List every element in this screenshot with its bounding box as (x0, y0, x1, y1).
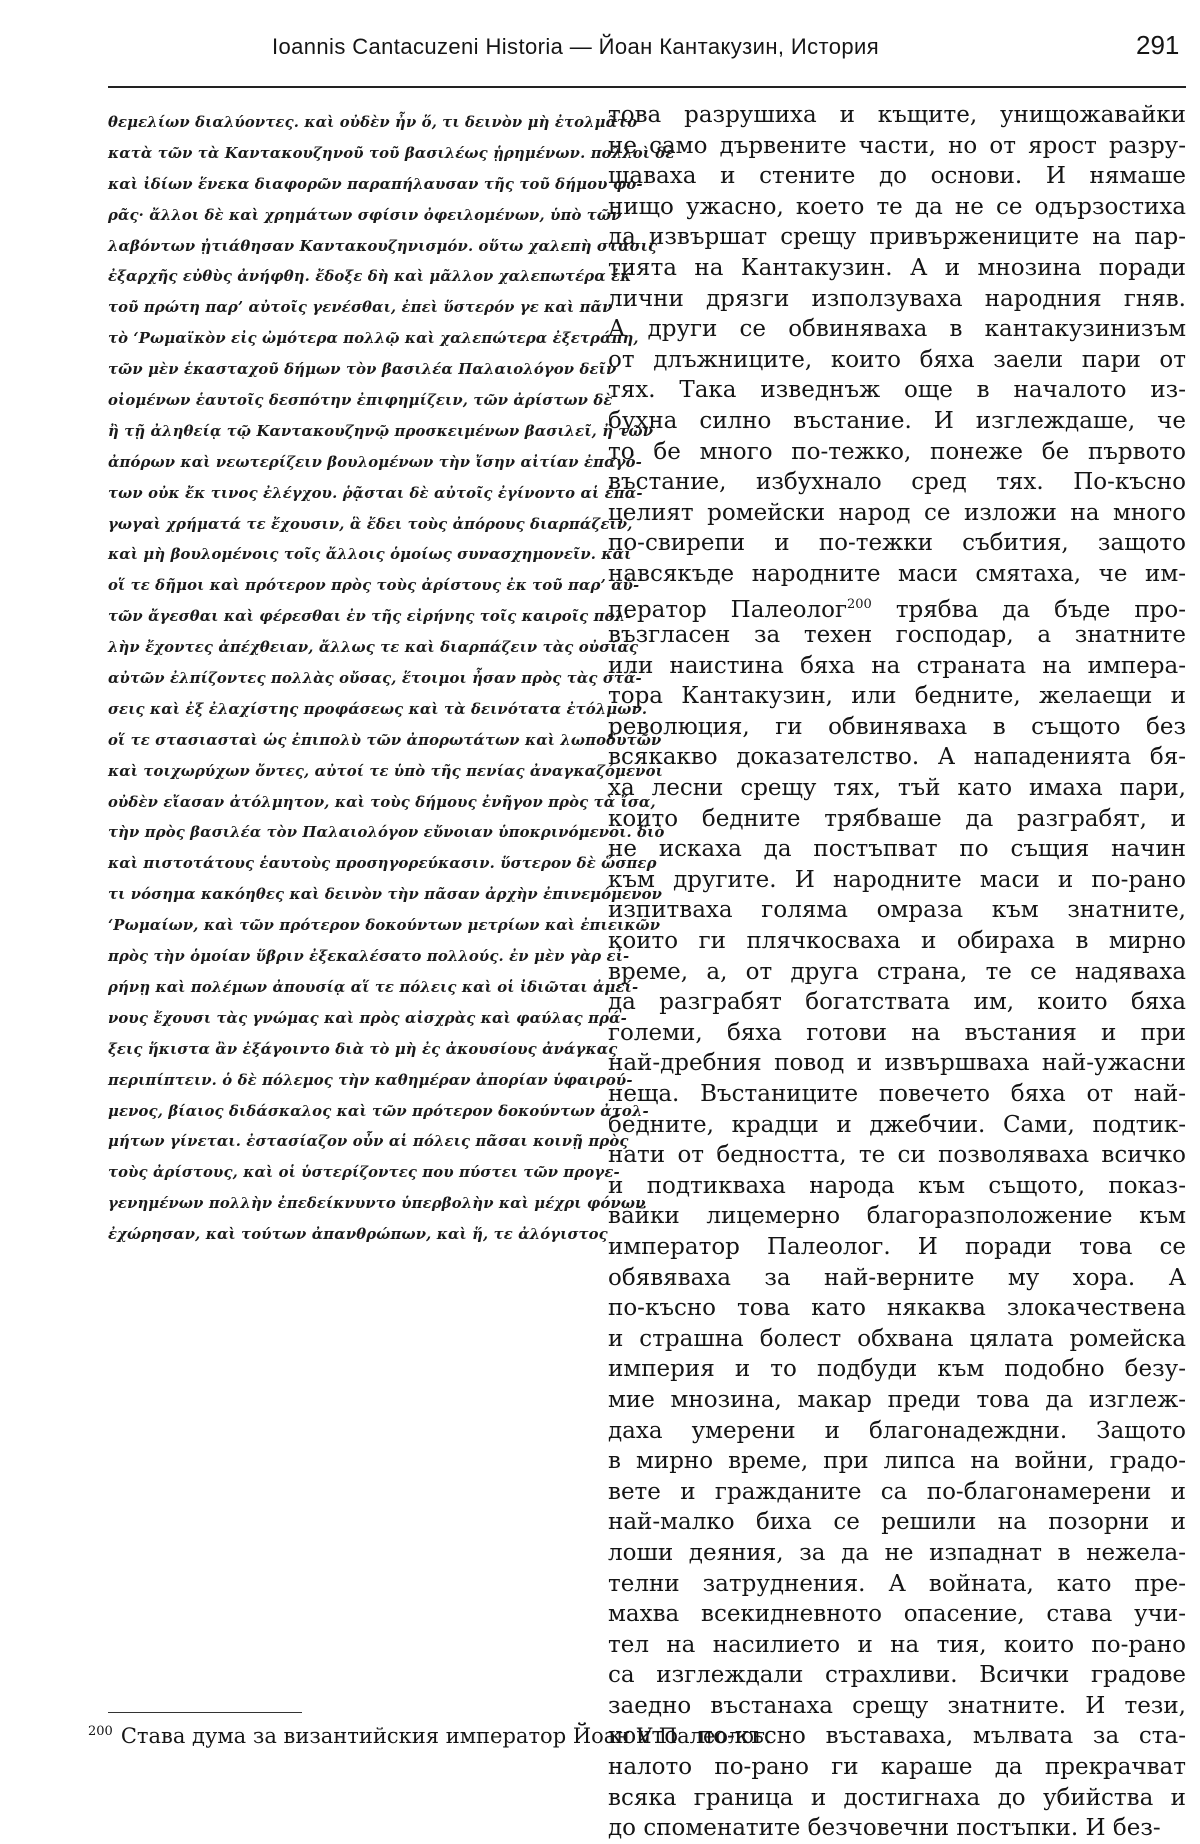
greek-line: αὐτῶν ἐλπίζοντες πολλὰς οὔσας, ἕτοιμοι ἦσαν πρὸς τὰς στά- (108, 670, 642, 688)
greek-line: ἢ τῇ ἀληθείᾳ τῷ Καντακουζηνῷ προσκειμένων βασιλεῖ, ἢ τῶν (108, 422, 654, 440)
bulgarian-line: са изглеждали страхливи. Всички градове (608, 1662, 1186, 1689)
greek-line: τοῦ πρώτη παρ’ αὐτοῖς γενέσθαι, ἐπεὶ ὕστερόν γε καὶ πᾶν (108, 299, 613, 317)
bulgarian-line: нати от бедността, те си позволяваха всичко (608, 1142, 1186, 1169)
bulgarian-line: време, а, от друга страна, те се надяваха (608, 958, 1186, 985)
greek-line: καὶ πιστοτάτους ἑαυτοὺς προσηγορεύκασιν. ὕστερον δὲ ὥσπερ (108, 855, 657, 873)
bulgarian-line: неща. Въстаниците повечето бяха от най- (608, 1081, 1186, 1107)
greek-line: τῶν μὲν ἑκασταχοῦ δήμων τὸν βασιλέα Παλαιολόγον δεῖν (108, 361, 617, 379)
bulgarian-line: да извършат срещу привържениците на пар- (608, 224, 1186, 251)
bulgarian-text-column (608, 100, 1186, 1844)
bulgarian-line: телни затруднения. А войната, като пре- (608, 1570, 1186, 1597)
bulgarian-line: ха лесни срещу тях, тъй като имаха пари, (608, 775, 1186, 802)
bulgarian-line: лоши деяния, за да не изпаднат в нежела- (608, 1539, 1186, 1566)
greek-line: τῶν ἄγεσθαι καὶ φέρεσθαι ἐν τῆς εἰρήνης τοῖς καιροῖς πολ- (108, 608, 632, 626)
greek-line: καὶ ἰδίων ἕνεκα διαφορῶν παραπήλαυσαν τῆς τοῦ δήμου φο- (108, 175, 643, 193)
bulgarian-line: то бе много по-тежко, понеже бе първото (608, 438, 1186, 465)
bulgarian-line: в мирно време, при липса на войни, градо- (608, 1448, 1186, 1475)
bulgarian-line: обявяваха за най-верните му хора. А (608, 1264, 1186, 1291)
bulgarian-line: това разрушиха и къщите, унищожавайки (608, 102, 1186, 128)
bulgarian-line: шаваха и стените до основи. И нямаше (608, 163, 1186, 190)
bulgarian-line: или наистина бяха на страната на импера- (608, 652, 1186, 679)
greek-line: οὐδὲν εἴασαν ἀτόλμητον, καὶ τοὺς δήμους ἐνῆγον πρὸς τὰ ἴσα, (108, 793, 656, 811)
footnote-reference: 200 (847, 596, 872, 612)
bulgarian-line: бухна силно въстание. И изглеждаше, че (608, 407, 1186, 434)
bulgarian-line: махва всекидневното опасение, става учи- (608, 1601, 1186, 1628)
footnote-text: Става дума за византийския император Йоан V Палеолог. (120, 1724, 772, 1748)
footnote-number: 200 (88, 1724, 113, 1739)
greek-line: των οὐκ ἔκ τινος ἐλέγχου. ῥᾷσται δὲ αὐτοῖς ἐγίνοντο αἱ ἐπα- (108, 484, 643, 502)
bulgarian-line-text: ператор Палеолог (608, 596, 847, 623)
greek-line: καὶ μὴ βουλομένοις τοῖς ἄλλοις ὁμοίως συνασχημονεῖν. καὶ (108, 546, 632, 564)
bulgarian-line: които по-късно въставаха, мълвата за ста- (608, 1723, 1186, 1750)
greek-line: τὴν πρὸς βασιλέα τὸν Παλαιολόγον εὔνοιαν ὑποκρινόμενοι. διὸ (108, 824, 665, 842)
bulgarian-line: бедните, крадци и джебчии. Сами, подтик- (608, 1111, 1186, 1138)
bulgarian-line: тията на Кантакузин. А и мнозина поради (608, 254, 1186, 281)
bulgarian-line: по-късно това като някаква злокачествена (608, 1295, 1186, 1322)
bulgarian-line: не само дървените части, но от ярост разру- (608, 132, 1186, 159)
greek-line: κατὰ τῶν τὰ Καντακουζηνοῦ τοῦ βασιλέως ᾑρημένων. πολλοὶ δὲ (108, 144, 675, 162)
bulgarian-line: които ги плячкосваха и обираха в мирно (608, 928, 1186, 955)
bulgarian-line: мие мнозина, макар преди това да изглеж- (608, 1386, 1186, 1413)
bulgarian-line: които бедните трябваше да разграбят, и (608, 805, 1186, 832)
bulgarian-line: тора Кантакузин, или бедните, желаещи и (608, 683, 1186, 710)
bulgarian-line: всякакво доказателство. А нападенията бя- (608, 744, 1186, 771)
greek-line: ἐξαρχῆς εὐθὺς ἀνήφθη. ἔδοξε δὴ καὶ μᾶλλον χαλεπωτέρα ἐκ (108, 268, 632, 286)
greek-line: λὴν ἔχοντες ἀπέχθειαν, ἄλλως τε καὶ διαρπάζειν τὰς οὐσίας (108, 639, 639, 657)
bulgarian-line: даха умерени и благонадеждни. Защото (608, 1417, 1186, 1444)
bulgarian-line: нищо ужасно, което те да не се одързостиха (608, 193, 1186, 220)
greek-line: τοὺς ἀρίστους, καὶ οἱ ὑστερίζοντες που πύστει τῶν προγε- (108, 1164, 620, 1182)
greek-line: μήτων γίνεται. ἐστασίαζον οὖν αἱ πόλεις πᾶσαι κοινῇ πρὸς (108, 1133, 629, 1151)
greek-line: οἰομένων ἑαυτοῖς δεσπότην ἐπιφημίζειν, τῶν ἀρίστων δὲ (108, 392, 613, 410)
greek-line: τὸ ‘Ρωμαϊκὸν εἰς ὠμότερα πολλῷ καὶ χαλεπώτερα ἐξετράπη, (108, 330, 639, 348)
bulgarian-line: по-свирепи и по-тежки събития, защото (608, 530, 1186, 557)
bulgarian-line: да разграбят богатствата им, които бяха (608, 989, 1186, 1016)
greek-line: νους ἔχουσι τὰς γνώμας καὶ πρὸς αἰσχρὰς καὶ φαύλας πρά- (108, 1009, 627, 1027)
bulgarian-line: най-дребния повод и извършваха най-ужасни (608, 1050, 1186, 1077)
greek-line: ρήνῃ καὶ πολέμων ἀπουσίᾳ αἵ τε πόλεις καὶ οἱ ἰδιῶται ἀμεί- (108, 978, 639, 996)
greek-text-column (108, 108, 675, 1251)
greek-line: ρᾶς· ἄλλοι δὲ καὶ χρημάτων σφίσιν ὀφειλομένων, ὑπὸ τῶν (108, 206, 622, 224)
greek-line: σεις καὶ ἐξ ἐλαχίστης προφάσεως καὶ τὰ δεινότατα ἐτόλμων. (108, 700, 648, 718)
greek-line: μενος, βίαιος διδάσκαλος καὶ τῶν πρότερον δοκούντων ἀτολ- (108, 1102, 649, 1120)
greek-line: τι νόσημα κακόηθες καὶ δεινὸν τὴν πᾶσαν ἀρχὴν ἐπινεμόμενον (108, 886, 663, 904)
bulgarian-line: големи, бяха готови на въстания и при (608, 1019, 1186, 1046)
bulgarian-line: А други се обвиняваха в кантакузинизъм (608, 316, 1186, 343)
greek-line: οἵ τε στασιασταὶ ὡς ἐπιπολὺ τῶν ἀπορωτάτων καὶ λωποδυτῶν (108, 731, 662, 749)
greek-line: γωγαὶ χρήματά τε ἔχουσιν, ἃ ἔδει τοὺς ἀπόρους διαρπάζειν, (108, 515, 633, 533)
bulgarian-line: всяка граница и достигнаха до убийства и (608, 1784, 1186, 1811)
bulgarian-line: целият ромейски народ се изложи на много (608, 499, 1186, 526)
greek-line: ἐχώρησαν, καὶ τούτων ἀπανθρώπων, καὶ ἥ, τε ἀλόγιστος (108, 1226, 608, 1244)
greek-line: περιπίπτειν. ὁ δὲ πόλεμος τὴν καθημέραν ἀπορίαν ὑφαιρού- (108, 1071, 633, 1089)
bulgarian-line: и подтикваха народа към същото, показ- (608, 1172, 1186, 1199)
bulgarian-line: най-малко биха се решили на позорни и (608, 1509, 1186, 1536)
bulgarian-line: и страшна болест обхвана цялата ромейска (608, 1325, 1186, 1352)
bulgarian-line: тел на насилието и на тия, които по-рано (608, 1631, 1186, 1658)
bulgarian-line-tail: трябва да бъде про- (895, 596, 1186, 623)
bulgarian-line: революция, ги обвиняваха в същото без (608, 713, 1186, 740)
page-header (0, 26, 1200, 66)
bulgarian-line: лични дрязги използуваха народния гняв. (608, 285, 1186, 312)
greek-line: θεμελίων διαλύοντες. καὶ οὐδὲν ἦν ὅ, τι δεινὸν μὴ ἐτολμᾶτο (108, 114, 638, 131)
running-head: Ioannis Cantacuzeni Historia — Йоан Кантакузин, История (272, 34, 880, 59)
greek-line: πρὸς τὴν ὁμοίαν ὕβριν ἐξεκαλέσατο πολλούς. ἐν μὲν γὰρ εἰ- (108, 948, 630, 966)
bulgarian-line: империя и то подбуди към подобно безу- (608, 1356, 1186, 1383)
page-number: 291 (1136, 30, 1180, 60)
bulgarian-line: император Палеолог. И поради това се (608, 1233, 1186, 1260)
bulgarian-line (608, 590, 1186, 621)
greek-line: γενημένων πολλὴν ἐπεδείκνυντο ὑπερβολὴν καὶ μέχρι φόνων (108, 1195, 646, 1213)
footnote-rule (108, 1712, 302, 1713)
bulgarian-line: налото по-рано ги караше да прекрачват (608, 1754, 1186, 1781)
greek-line: ἀπόρων καὶ νεωτερίζειν βουλομένων τὴν ἴσην αἰτίαν ἐπαγό- (108, 453, 642, 471)
greek-line: ξεις ἥκιστα ἂν ἐξάγοιντο διὰ τὸ μὴ ἐς ἀκουσίους ἀνάγκας (108, 1040, 618, 1058)
bulgarian-line: навсякъде народните маси смятаха, че им- (608, 560, 1186, 587)
greek-line: καὶ τοιχωρύχων ὄντες, αὐτοί τε ὑπὸ τῆς πενίας ἀναγκαζόμενοι (108, 762, 663, 780)
bulgarian-line: вете и гражданите са по-благонамерени и (608, 1478, 1186, 1505)
bulgarian-line: възгласен за техен господар, а знатните (608, 622, 1186, 649)
bulgarian-line: заедно въстанаха срещу знатните. И тези, (608, 1692, 1186, 1719)
header-rule (108, 86, 1186, 88)
bulgarian-line: вайки лицемерно благоразположение към (608, 1203, 1186, 1230)
greek-line: λαβόντων ᾐτιάθησαν Καντακουζηνισμόν. οὕτω χαλεπὴ στάσις (108, 237, 658, 255)
bulgarian-line: от длъжниците, които бяха заели пари от (608, 346, 1186, 373)
bulgarian-line: до споменатите безчовечни постъпки. И без- (608, 1815, 1161, 1842)
bulgarian-line: изпитваха голяма омраза към знатните, (608, 897, 1186, 924)
greek-line: ‘Ρωμαίων, καὶ τῶν πρότερον δοκούντων μετρίων καὶ ἐπιεικῶν (108, 917, 661, 935)
bulgarian-line: тях. Така изведнъж още в началото из- (608, 377, 1186, 404)
bulgarian-line: не искаха да постъпват по същия начин (608, 836, 1186, 863)
greek-line: οἵ τε δῆμοι καὶ πρότερον πρὸς τοὺς ἀρίστους ἐκ τοῦ παρ’ αὐ- (108, 577, 640, 595)
bulgarian-line: въстание, избухнало сред тях. По-късно (608, 469, 1186, 496)
footnote (88, 1724, 772, 1748)
bulgarian-line: към другите. И народните маси и по-рано (608, 866, 1186, 893)
